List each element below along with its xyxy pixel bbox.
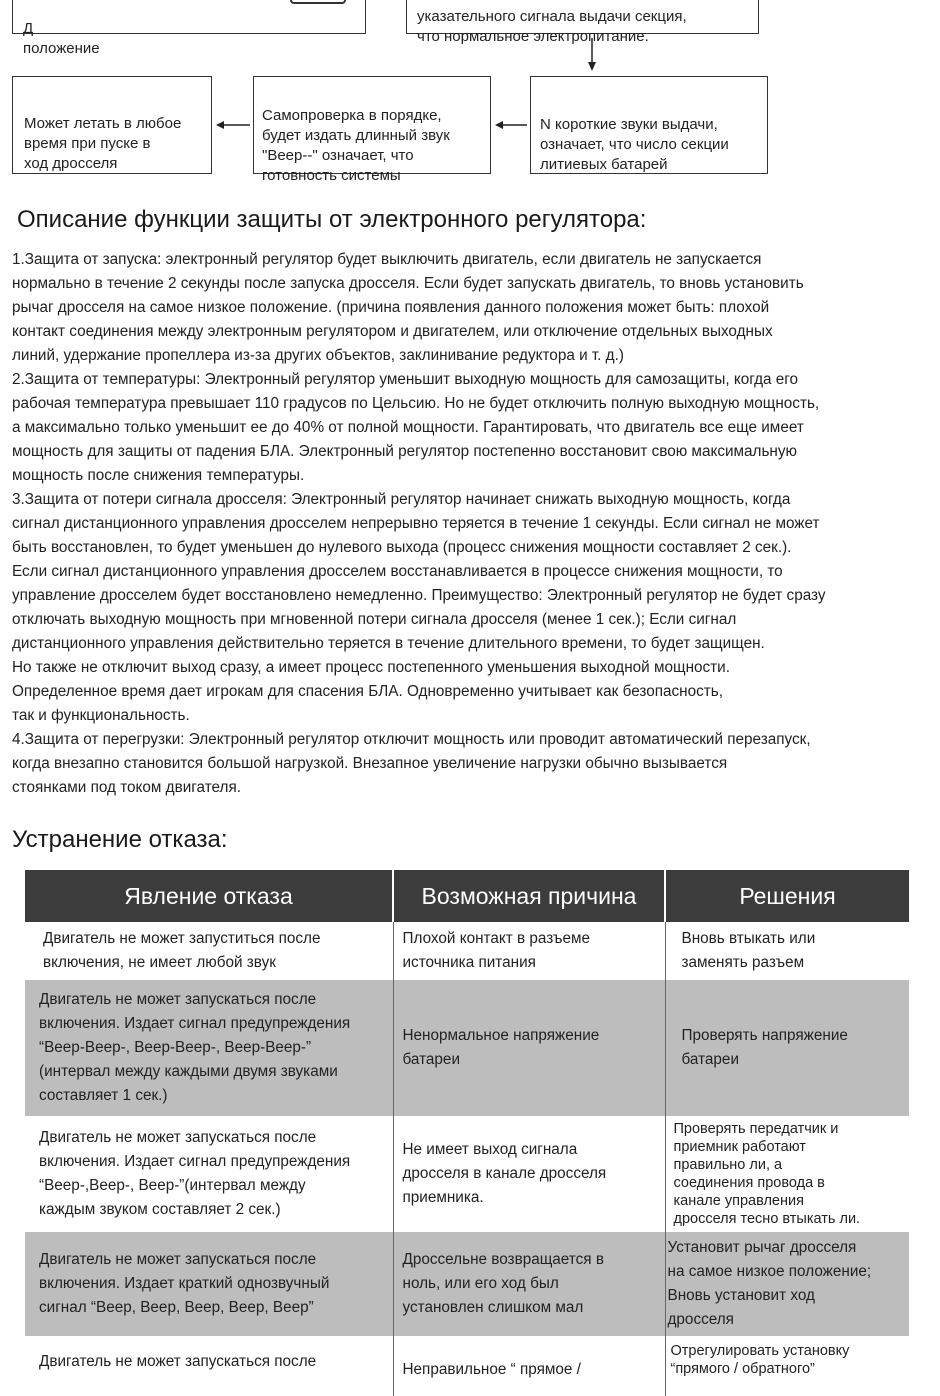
protection-paragraph-3: 3.Защита от потери сигнала дросселя: Электронный регулятор начинает снижать выходную мощность, когда сигнал дистанционного управления дросселем непрерывно теряется в течение 1 секунды. Если сигнал не может быть восстановлен, то будет уменьшен до нулевого выхода (процесс снижения мощности составляет 2 сек.). Если сигнал дистанционного управления дросселем восстанавливается в процессе снижения мощности, то управление дросселем будет восстановлено немедленно. Преимущество: Электронный регулятор не будет сразу отключать выходную мощность при мгновенной потери сигнала дросселя (менее 1 сек.); Если сигнал дистанционного управления действительно теряется в течение длительного времени, то будет защищен. Но также не отключит выход сразу, а имеет процесс постепенного уменьшения выходной мощности. Определенное время дает игрокам для спасения БЛА. Одновременно учитывает как безопасность, так и функциональность. — [12, 491, 826, 724]
column-header-solution: Решения — [665, 870, 909, 922]
flow-box-top-left-text: Д положение — [23, 20, 100, 57]
cause-cell: Неправильное “ прямое / — [393, 1336, 665, 1396]
solution-cell: Проверять напряжение батареи — [665, 980, 909, 1116]
column-header-cause: Возможная причина — [393, 870, 665, 922]
protection-paragraphs — [12, 248, 912, 800]
symptom-cell: Двигатель не может запускаться после включения. Издает сигнал предупреждения “Beep-,Beep-, Beep-”(интервал между каждым звуком составляет 2 сек.) — [25, 1116, 393, 1232]
solution-cell: Проверять передатчик и приемник работают правильно ли, а соединения провода в канале управления дросселя тесно втыкать ли. — [673, 1121, 861, 1227]
solution-cell: Установит рычаг дросселя на самое низкое положение; Вновь установит ход дросселя — [665, 1232, 909, 1336]
arrow-left-2 — [493, 118, 529, 132]
cause-cell: Не имеет выход сигнала дросселя в канале дросселя приемника. — [393, 1116, 665, 1232]
cause-cell: Ненормальное напряжение батареи — [393, 980, 665, 1116]
column-header-symptom: Явление отказа — [25, 870, 393, 922]
troubleshooting-table — [25, 870, 909, 1396]
troubleshooting-heading: Устранение отказа: — [12, 826, 228, 853]
flow-box-fly-text: Может летать в любое время при пуске в ход дросселя — [24, 115, 182, 172]
flow-box-top-left — [12, 0, 366, 57]
flow-box-cells — [530, 76, 768, 174]
cause-cell: Плохой контакт в разъеме источника питания — [393, 922, 665, 980]
solution-cell: Вновь втыкать или заменять разъем — [681, 930, 816, 971]
flow-box-fly — [12, 76, 212, 174]
protection-paragraph-4: 4.Защита от перегрузки: Электронный регулятор отключит мощность или проводит автоматический перезапуск, когда внезапно становится большой нагрузкой. Внезапное увеличение нагрузки обычно вызывается стоянками под током двигателя. — [12, 731, 811, 796]
table-row — [25, 1116, 909, 1232]
table-row — [25, 922, 909, 980]
flow-box-selfcheck-text: Самопроверка в порядке, будет издать длинный звук "Beep--" означает, что готовность системы — [262, 107, 450, 184]
flow-box-top-right-text: указательного сигнала выдачи секция, что нормальное электропитание. — [417, 8, 687, 45]
flow-box-top-right — [406, 0, 759, 45]
table-row — [25, 1232, 909, 1336]
battery-connector-icon — [283, 0, 353, 9]
cause-cell: Дроссельне возвращается в ноль, или его ход был установлен слишком мал — [393, 1232, 665, 1336]
table-row — [25, 1336, 909, 1396]
protection-paragraph-2: 2.Защита от температуры: Электронный регулятор уменьшит выходную мощность для самозащиты, когда его рабочая температура превышает 110 градусов по Цельсию. Но не будет отключить полную выходную мощность, а максимально только уменьшит ее до 40% от полной мощности. Гарантировать, что двигатель все еще имеет мощность для защиты от падения БЛА. Электронный регулятор постепенно восстановит свою максимальную мощность после снижения температуры. — [12, 371, 820, 484]
flow-box-selfcheck — [253, 76, 491, 184]
solution-cell: Отрегулировать установку “прямого / обратного” — [670, 1343, 850, 1377]
symptom-cell: Двигатель не может запускаться после — [25, 1336, 393, 1396]
arrow-left-1 — [214, 118, 252, 132]
symptom-cell: Двигатель не может запускаться после включения. Издает сигнал предупреждения “Beep-Beep-, Beep-Beep-, Beep-Beep-” (интервал между каждыми двумя звуками составляет 1 сек.) — [25, 980, 393, 1116]
symptom-cell: Двигатель не может запускаться после включения. Издает краткий однозвучный сигнал “Beep, Beep, Beep, Beep, Beep” — [25, 1232, 393, 1336]
table-row — [25, 980, 909, 1116]
arrow-down — [584, 38, 600, 72]
protection-paragraph-1: 1.Защита от запуска: электронный регулятор будет выключить двигатель, если двигатель не запускается нормально в течение 2 секунды после запуска дросселя. Если будет запускать двигатель, то вновь установить рычаг дросселя на самое низкое положение. (причина появления данного положения может быть: плохой контакт соединения между электронным регулятором и двигателем, или отключение отдельных выходных линий, удержание пропеллера из-за других объектов, заклинивание редуктора и т. д.) — [12, 251, 804, 364]
symptom-cell: Двигатель не может запуститься после включения, не имеет любой звук — [25, 922, 393, 980]
flow-box-cells-text: N короткие звуки выдачи, означает, что число секции литиевых батарей — [540, 116, 729, 173]
protection-heading: Описание функции защиты от электронного регулятора: — [17, 206, 647, 233]
table-header-row — [25, 870, 909, 922]
